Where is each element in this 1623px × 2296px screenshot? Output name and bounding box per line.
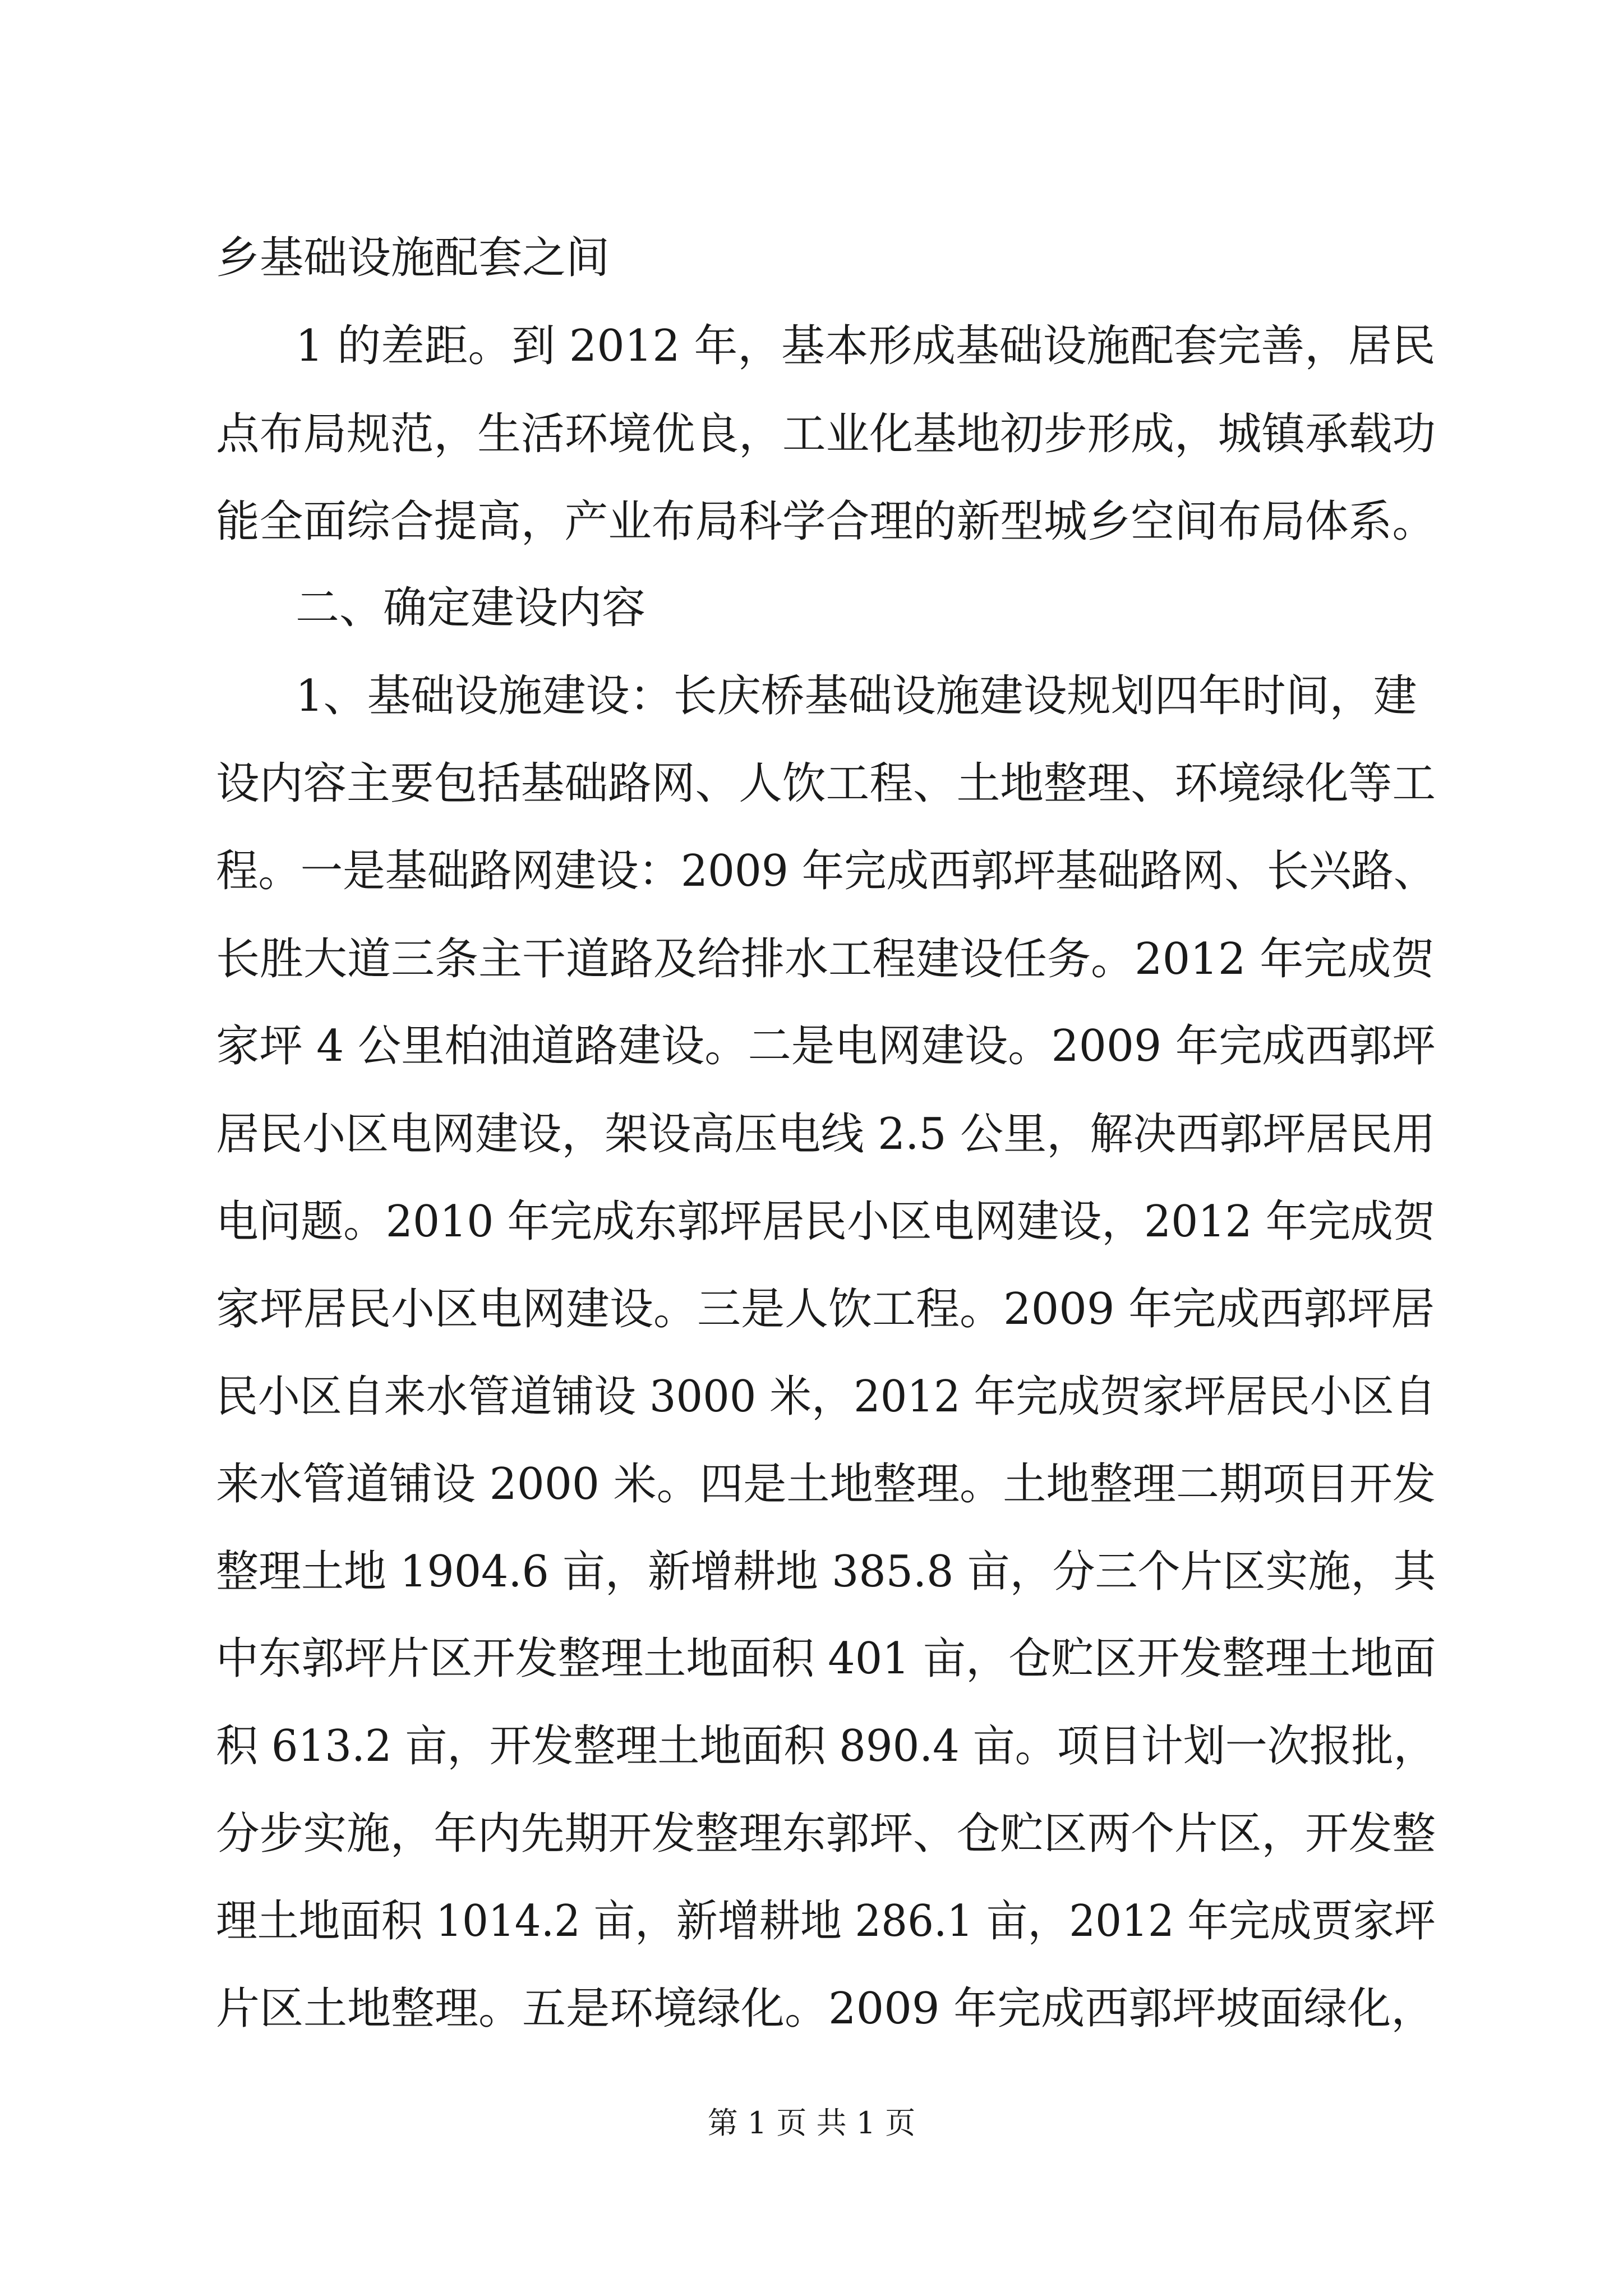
text-line-12: 电问题。2010 年完成东郭坪居民小区电网建设，2012 年完成贺: [216, 1197, 1436, 1247]
text-line-17: 中东郭坪片区开发整理土地面积 401 亩，仓贮区开发整理土地面: [216, 1634, 1436, 1684]
text-line-19: 分步实施，年内先期开发整理东郭坪、仓贮区两个片区，开发整: [216, 1809, 1436, 1859]
section-heading: 二、确定建设内容: [296, 583, 646, 633]
page-footer: 第 1 页 共 1 页: [707, 2105, 916, 2141]
text-line-7: 设内容主要包括基础路网、人饮工程、土地整理、环境绿化等工: [216, 758, 1436, 809]
text-line-3: 点布局规范，生活环境优良，工业化基地初步形成，城镇承载功: [216, 409, 1436, 459]
text-line-21: 片区土地整理。五是环境绿化。2009 年完成西郭坪坡面绿化，: [216, 1984, 1435, 2034]
text-line-4: 能全面综合提高，产业布局科学合理的新型城乡空间布局体系。: [216, 496, 1436, 547]
text-line-6: 1、基础设施建设：长庆桥基础设施建设规划四年时间，建: [296, 671, 1417, 721]
text-line-15: 来水管道铺设 2000 米。四是土地整理。土地整理二期项目开发: [216, 1459, 1436, 1510]
text-line-11: 居民小区电网建设，架设高压电线 2.5 公里，解决西郭坪居民用: [216, 1109, 1436, 1159]
text-line-20: 理土地面积 1014.2 亩，新增耕地 286.1 亩，2012 年完成贾家坪: [216, 1896, 1436, 1947]
text-line-10: 家坪 4 公里柏油道路建设。二是电网建设。2009 年完成西郭坪: [216, 1021, 1436, 1071]
text-line-18: 积 613.2 亩，开发整理土地面积 890.4 亩。项目计划一次报批，: [216, 1721, 1436, 1772]
text-line-9: 长胜大道三条主干道路及给排水工程建设任务。2012 年完成贺: [216, 934, 1435, 984]
text-line-1: 乡基础设施配套之间: [216, 233, 610, 283]
text-line-8: 程。一是基础路网建设：2009 年完成西郭坪基础路网、长兴路、: [216, 846, 1436, 896]
text-line-14: 民小区自来水管道铺设 3000 米，2012 年完成贺家坪居民小区自: [216, 1372, 1436, 1422]
text-line-13: 家坪居民小区电网建设。三是人饮工程。2009 年完成西郭坪居: [216, 1284, 1435, 1335]
text-line-16: 整理土地 1904.6 亩，新增耕地 385.8 亩，分三个片区实施，其: [216, 1547, 1436, 1597]
text-line-2: 1 的差距。到 2012 年，基本形成基础设施配套完善，居民: [296, 321, 1436, 371]
